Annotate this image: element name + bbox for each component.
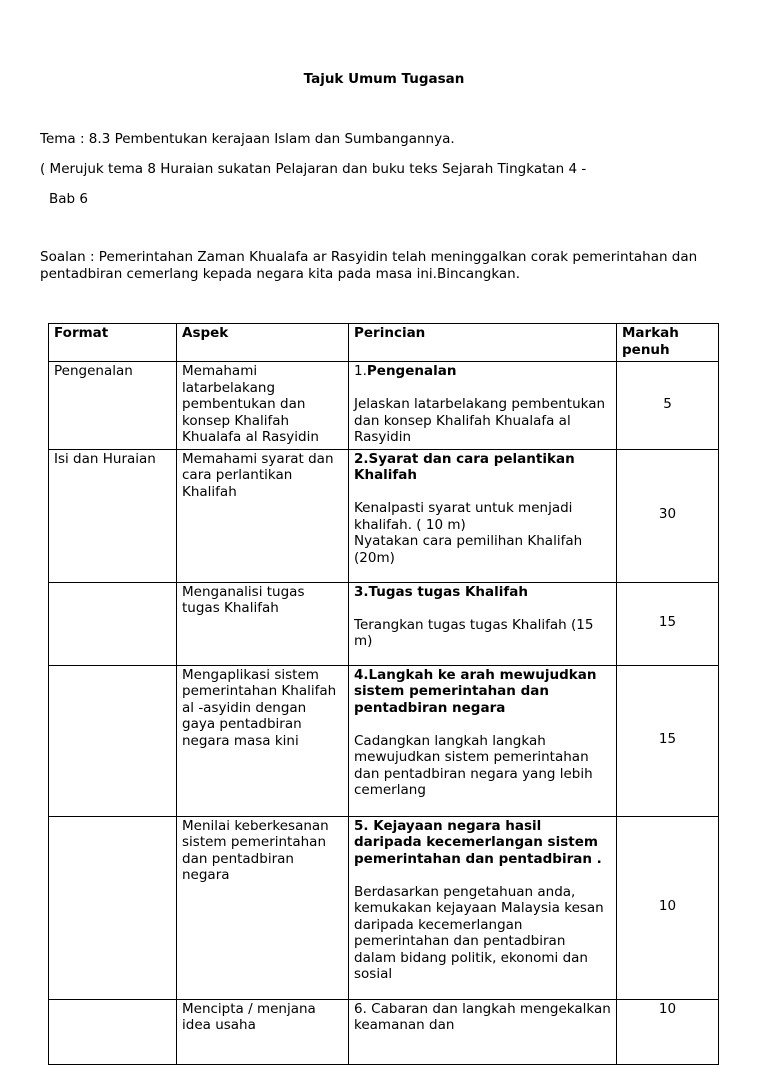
tema-line: Tema : 8.3 Pembentukan kerajaan Islam dan Sumbangannya. [40, 131, 455, 147]
perincian-heading [354, 363, 611, 380]
cell-perincian [349, 582, 617, 665]
table-header-row [49, 324, 719, 362]
cell-perincian [349, 816, 617, 999]
cell-aspek: Menganalisi tugas tugas Khalifah [177, 582, 349, 665]
cell-format: Pengenalan [49, 362, 177, 450]
perincian-heading: 4.Langkah ke arah mewujudkan sistem pemerintahan dan pentadbiran negara [354, 666, 597, 716]
cell-markah: 5 [617, 362, 719, 450]
cell-perincian [349, 449, 617, 582]
cell-aspek: Memahami latarbelakang pembentukan dan konsep Khalifah Khualafa al Rasyidin [177, 362, 349, 450]
perincian-detail: Cadangkan langkah langkah mewujudkan sistem pemerintahan dan pentadbiran negara yang lebih cemerlang [354, 732, 593, 798]
cell-markah: 15 [617, 582, 719, 665]
cell-format [49, 582, 177, 665]
perincian-heading: 5. Kejayaan negara hasil daripada kecemerlangan sistem pemerintahan dan pentadbiran . [354, 817, 602, 867]
table-row [49, 582, 719, 665]
cell-markah: 10 [617, 999, 719, 1064]
document-title: Tajuk Umum Tugasan [303, 71, 465, 87]
cell-perincian [349, 665, 617, 816]
cell-aspek: Menilai keberkesanan sistem pemerintahan dan pentadbiran negara [177, 816, 349, 999]
header-perincian: Perincian [349, 324, 617, 362]
cell-format: Isi dan Huraian [49, 449, 177, 582]
cell-perincian [349, 999, 617, 1064]
table-row [49, 816, 719, 999]
heading-number: 1. [354, 363, 367, 379]
cell-aspek: Memahami syarat dan cara perlantikan Khalifah [177, 449, 349, 582]
perincian-detail: Kenalpasti syarat untuk menjadi khalifah. ( 10 m) Nyatakan cara pemilihan Khalifah (20m) [354, 500, 583, 566]
header-markah: Markah penuh [617, 324, 719, 362]
cell-aspek: Mengaplikasi sistem pemerintahan Khalifah al -asyidin dengan gaya pentadbiran negara masa kini [177, 665, 349, 816]
marking-table [48, 323, 719, 1065]
cell-format [49, 665, 177, 816]
perincian-detail: Berdasarkan pengetahuan anda, kemukakan kejayaan Malaysia kesan daripada kecemerlangan pemerintahan dan pentadbiran dalam bidang politik, ekonomi dan sosial [354, 883, 604, 982]
cell-format [49, 816, 177, 999]
perincian-heading: 2.Syarat dan cara pelantikan Khalifah [354, 450, 575, 483]
perincian-heading: 3.Tugas tugas Khalifah [354, 583, 528, 600]
table-row [49, 449, 719, 582]
header-aspek: Aspek [177, 324, 349, 362]
perincian-detail: 6. Cabaran dan langkah mengekalkan keamanan dan [354, 1000, 611, 1033]
cell-aspek: Mencipta / menjana idea usaha [177, 999, 349, 1064]
perincian-detail: Terangkan tugas tugas Khalifah (15 m) [354, 616, 594, 649]
rujukan-line: ( Merujuk tema 8 Huraian sukatan Pelajaran dan buku teks Sejarah Tingkatan 4 - [40, 161, 587, 177]
cell-markah: 15 [617, 665, 719, 816]
soalan-text: Soalan : Pemerintahan Zaman Khualafa ar Rasyidin telah meninggalkan corak pemerintahan dan pentadbiran cemerlang kepada negara kita pada masa ini.Bincangkan. [40, 249, 698, 282]
cell-markah: 30 [617, 449, 719, 582]
cell-format [49, 999, 177, 1064]
cell-markah: 10 [617, 816, 719, 999]
perincian-detail: Jelaskan latarbelakang pembentukan dan konsep Khalifah Khualafa al Rasyidin [354, 396, 606, 445]
header-format: Format [49, 324, 177, 362]
table-row [49, 665, 719, 816]
cell-perincian [349, 362, 617, 450]
heading-text: Pengenalan [366, 363, 457, 379]
rujukan-bab-line: Bab 6 [49, 191, 88, 207]
table-row [49, 362, 719, 450]
table-row [49, 999, 719, 1064]
